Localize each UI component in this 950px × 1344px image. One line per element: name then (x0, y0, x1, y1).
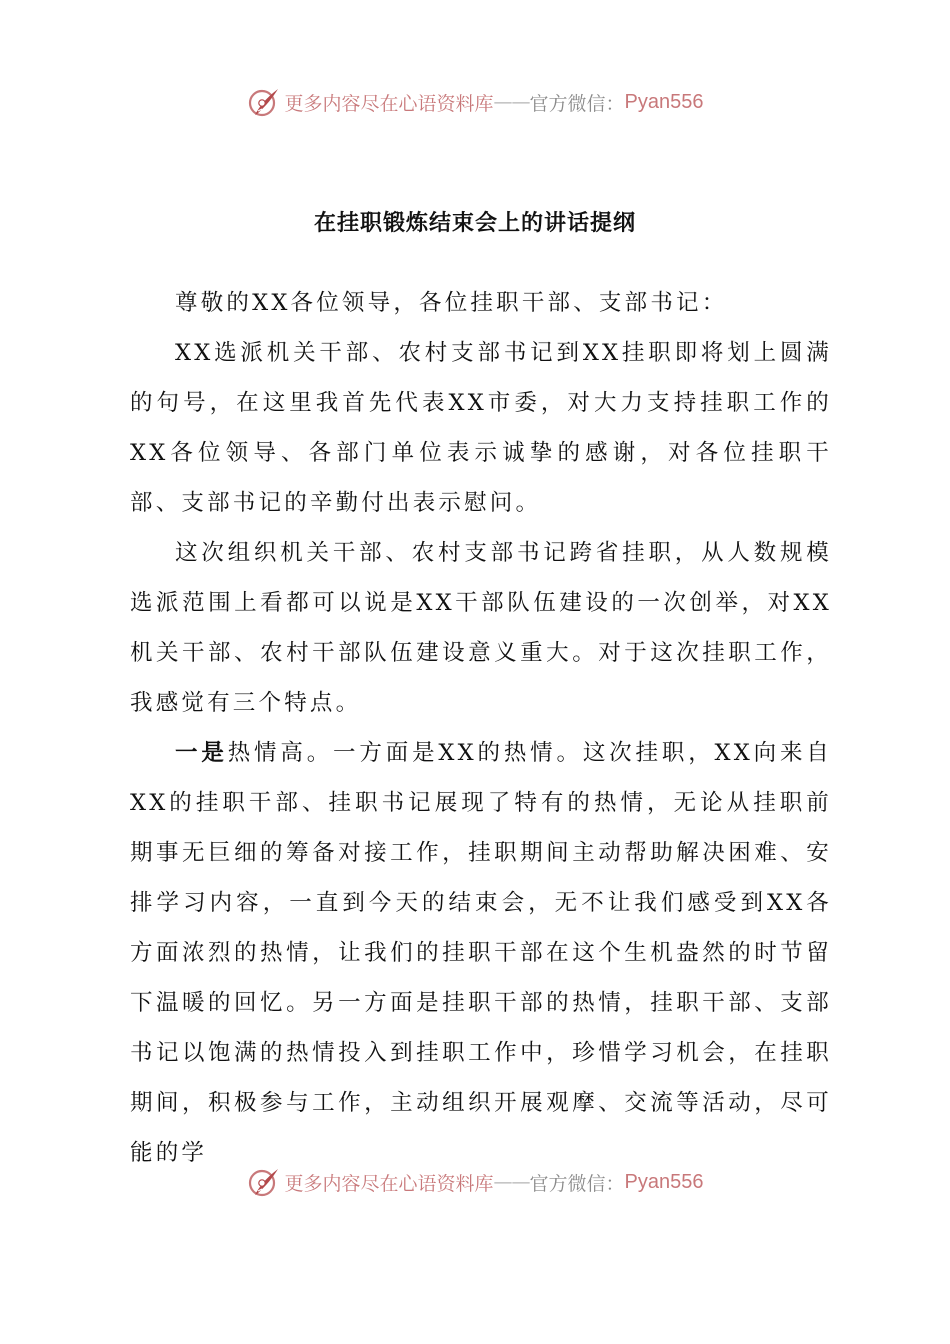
quill-pen-logo-icon (247, 85, 281, 119)
paragraph-3 (130, 728, 832, 1178)
paragraph-3-lead: 一是 (175, 740, 228, 766)
banner-wechat-id: Pyan556 (624, 90, 704, 113)
greeting-paragraph: 尊敬的XX各位领导，各位挂职干部、支部书记： (175, 290, 728, 316)
document-body (130, 278, 832, 1178)
quill-pen-logo-icon (247, 1165, 281, 1199)
paragraph-1: XX选派机关干部、农村支部书记到XX挂职即将划上圆满的句号，在这里我首先代表XX市委，对大力支持挂职工作的XX各位领导、各部门单位表示诚挚的感谢，对各位挂职干部、支部书记的辛勤付出表示慰问。 (130, 340, 832, 516)
banner-official-label: 官方微信： (529, 92, 625, 115)
banner-text: 更多内容尽在心语资料库 (284, 1172, 494, 1195)
header-banner (0, 82, 950, 122)
paragraph-2: 这次组织机关干部、农村支部书记跨省挂职，从人数规模选派范围上看都可以说是XX干部队伍建设的一次创举，对XX机关干部、农村干部队伍建设意义重大。对于这次挂职工作，我感觉有三个特点。 (130, 540, 832, 716)
paragraph-3-text: 热情高。一方面是XX的热情。这次挂职，XX向来自XX的挂职干部、挂职书记展现了特有的热情，无论从挂职前期事无巨细的筹备对接工作，挂职期间主动帮助解决困难、安排学习内容，一直到今天的结束会，无不让我们感受到XX各方面浓烈的热情，让我们的挂职干部在这个生机盎然的时节留下温暖的回忆。另一方面是挂职干部的热情，挂职干部、支部书记以饱满的热情投入到挂职工作中，珍惜学习机会，在挂职期间，积极参与工作，主动组织开展观摩、交流等活动，尽可能的学 (130, 740, 832, 1166)
banner-text: 更多内容尽在心语资料库 (284, 92, 494, 115)
footer-banner (0, 1162, 950, 1202)
page-title: 在挂职锻炼结束会上的讲话提纲 (313, 211, 636, 236)
banner-wechat-id: Pyan556 (624, 1170, 704, 1193)
banner-separator: —— (493, 1171, 530, 1193)
banner-official-label: 官方微信： (529, 1172, 625, 1195)
banner-separator: —— (493, 91, 530, 113)
